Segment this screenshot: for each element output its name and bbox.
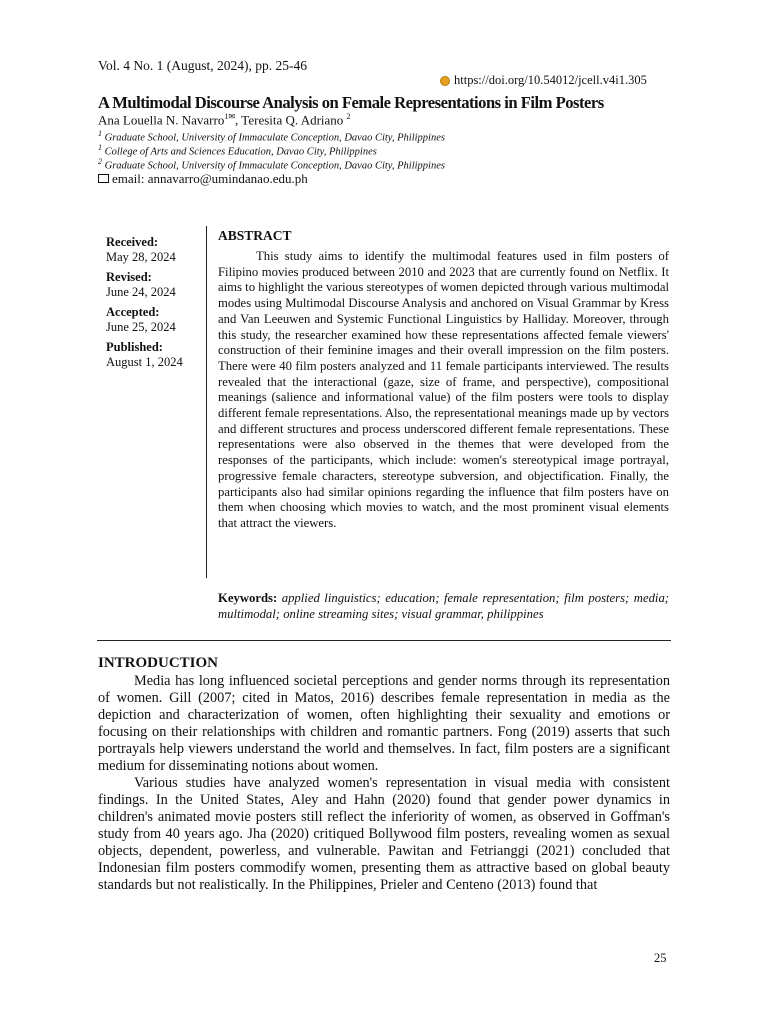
affiliation-1 <box>98 129 445 144</box>
received-date: May 28, 2024 <box>106 250 176 264</box>
affiliation-text: College of Arts and Sciences Education, Davao City, Philippines <box>104 146 377 158</box>
abstract-heading: ABSTRACT <box>218 228 292 243</box>
author-1: Ana Louella N. Navarro <box>98 112 225 128</box>
section-divider <box>97 640 671 641</box>
paper-title: A Multimodal Discourse Analysis on Female Representations in Film Posters <box>98 93 604 112</box>
author-2-marker: 2 <box>346 112 351 121</box>
page-number: 25 <box>654 951 667 965</box>
keywords-list: applied linguistics; education; female representation; film posters; media; multimodal; online streaming sites; visual grammar, philippines <box>218 591 670 621</box>
published-date: August 1, 2024 <box>106 355 183 369</box>
author-2: , Teresita Q. Adriano <box>235 112 344 128</box>
keywords <box>218 591 669 622</box>
volume-info: Vol. 4 No. 1 (August, 2024), pp. 25-46 <box>98 58 307 73</box>
accepted-label: Accepted: <box>106 305 160 319</box>
author-1-marker: 1✉ <box>224 112 236 121</box>
abstract-text: This study aims to identify the multimodal features used in film posters of Filipino movies produced between 2010 and 2023 that are currently found on Netflix. It aims to highlight the various stereotypes of women depicted through various multimodal modes using Multimodal Discourse Analysis and anchored on Visual Grammar by Kress and Van Leeuwen and Systemic Functional Linguistics by Halliday. Moreover, through this study, the researcher examined how these representations affected female viewers' construction of their feminine images and their overall impression on the film posters. There were 40 film posters analyzed and 11 female participants interviewed. The results revealed that the interactional (gaze, size of frame, and perspective), compositional meanings (salience and informational value) of the film posters were tools to display different female representations. Also, the representational meanings made up by vectors and different structures and process underscored different female representations. These representations were also observed in the themes that were developed from the responses of the participants, which include: women's stereotypical image portrayal, progressive female characters, stereotype subversion, and objectification. Finally, the participants also had similar opinions regarding the influence that film posters have on them when choosing which movies to watch, and the most prominent visual elements that attract the viewers. <box>218 249 669 530</box>
accepted-date: June 25, 2024 <box>106 320 176 334</box>
keywords-label: Keywords: <box>218 591 278 605</box>
revised-label: Revised: <box>106 270 152 284</box>
doi-link[interactable]: https://doi.org/10.54012/jcell.v4i1.305 <box>454 73 647 87</box>
affiliation-2 <box>98 143 377 158</box>
envelope-icon <box>98 174 109 183</box>
email-text[interactable]: email: annavarro@umindanao.edu.ph <box>112 171 308 186</box>
received-label: Received: <box>106 235 159 249</box>
doi-icon <box>440 76 450 86</box>
sidebar-divider <box>206 226 207 578</box>
intro-paragraph-2: Various studies have analyzed women's representation in visual media with consistent findings. In the United States, Aley and Hahn (2020) found that gender power dynamics in children's animated movie posters still reflect the inferiority of women, as observed in Goffman's study from 40 years ago. Jha (2020) critiqued Bollywood film posters, revealing women as sexual objects, dependent, powerless, and vulnerable. Pawitan and Fetrianggi (2021) concluded that Indonesian film posters commodify women, presenting them as attractive based on global beauty standards but not realistically. In the Philippines, Prieler and Centeno (2013) found that <box>98 775 670 893</box>
doi-line <box>440 73 647 88</box>
introduction-body <box>98 673 670 894</box>
article-dates <box>106 235 206 370</box>
affiliation-marker: 1 <box>98 129 102 138</box>
affiliation-marker: 2 <box>98 157 102 166</box>
intro-paragraph-1: Media has long influenced societal perceptions and gender norms through its representation of women. Gill (2007; cited in Matos, 2016) describes female representation in media as the depiction and characterization of women, often highlighting their sexuality and emotions or focusing on their relationships with children and romantic partners. Fong (2019) asserts that such portrayals help viewers understand the world and themselves. In fact, film posters are a significant medium for disseminating notions about women. <box>98 673 670 774</box>
email-line <box>98 171 308 187</box>
affiliation-text: Graduate School, University of Immaculate Conception, Davao City, Philippines <box>104 160 445 172</box>
published-label: Published: <box>106 340 163 354</box>
introduction-heading: INTRODUCTION <box>98 655 219 671</box>
affiliation-text: Graduate School, University of Immaculate Conception, Davao City, Philippines <box>104 132 445 144</box>
revised-date: June 24, 2024 <box>106 285 176 299</box>
affiliation-marker: 1 <box>98 143 102 152</box>
affiliation-3 <box>98 157 445 172</box>
author-line <box>98 112 351 128</box>
